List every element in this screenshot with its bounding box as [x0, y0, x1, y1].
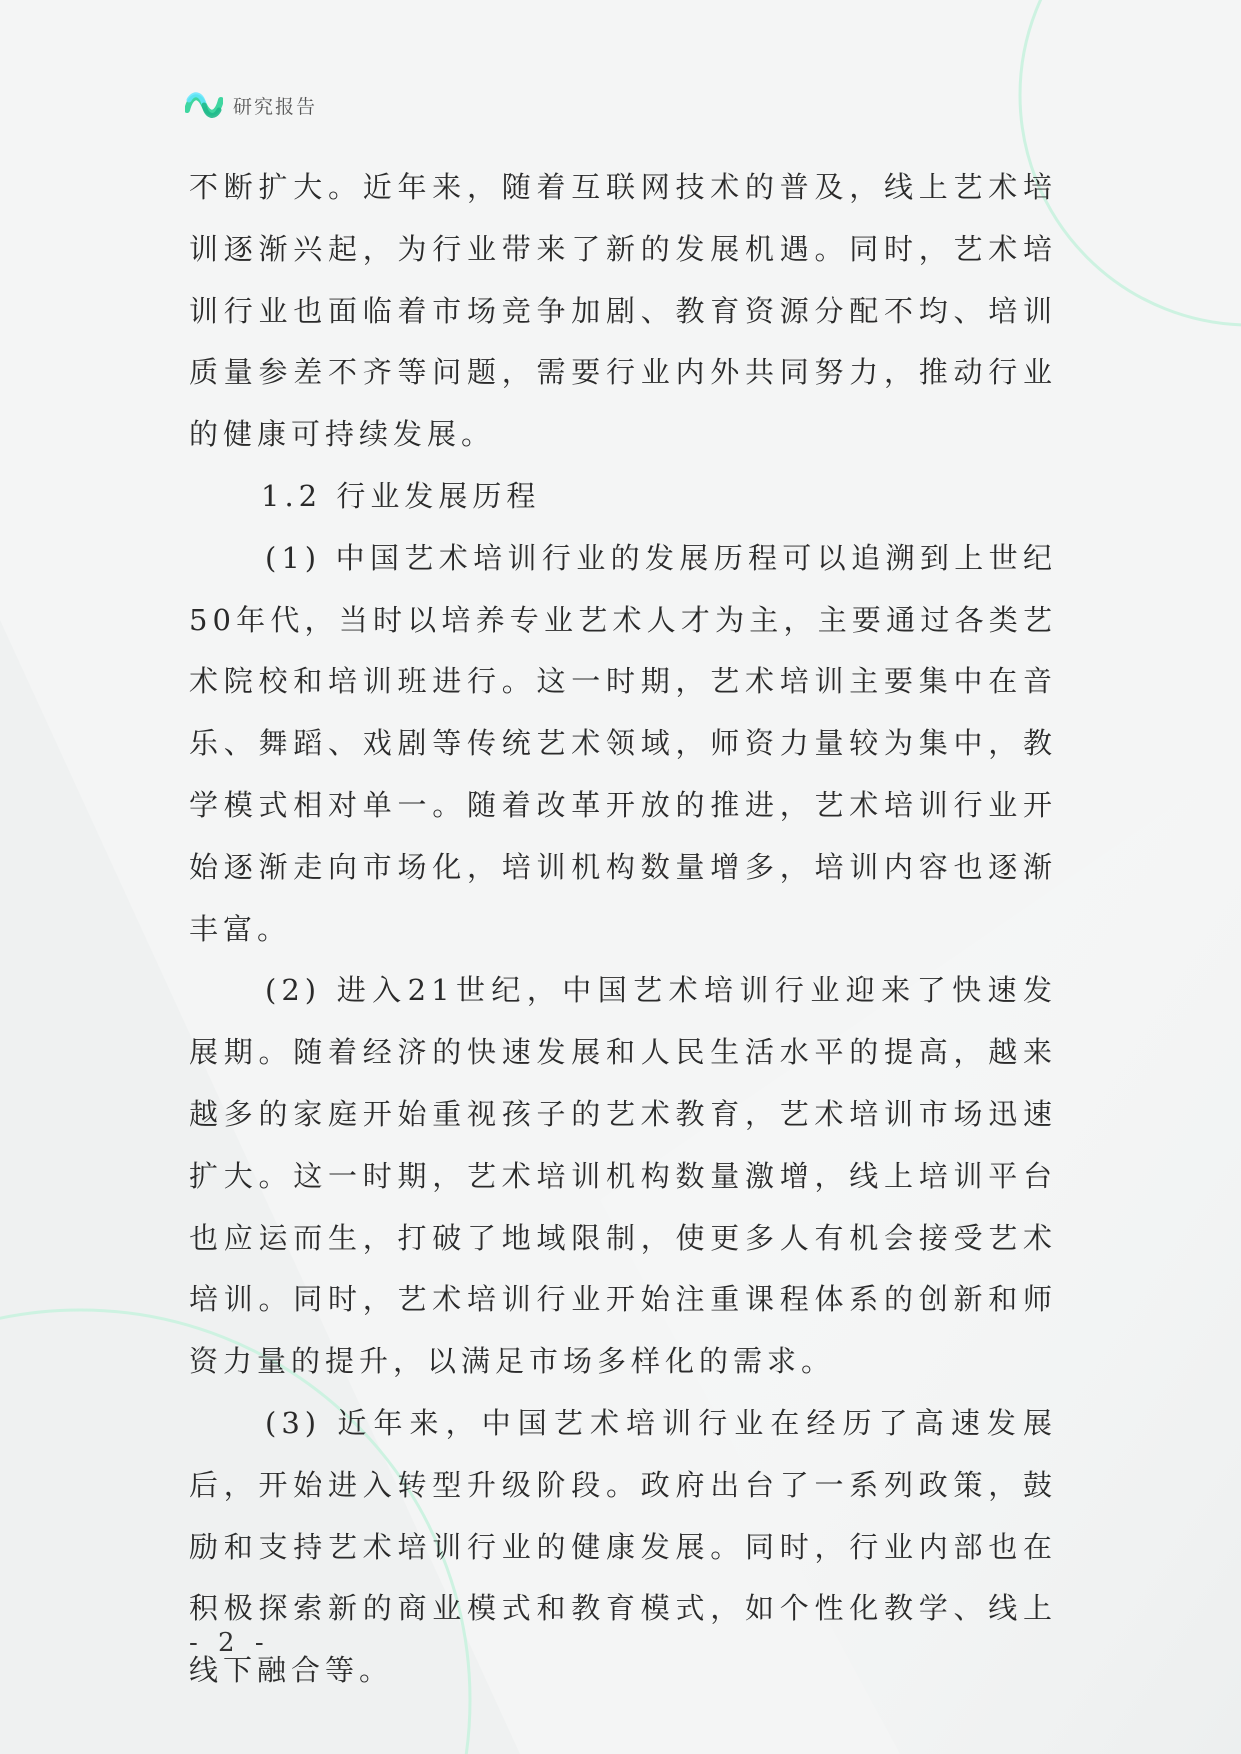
section-heading: 1.2 行业发展历程 — [261, 478, 541, 513]
paragraph-2: (2) 进入21世纪，中国艺术培训行业迎来了快速发展期。随着经济的快速发展和人民生活水平的提高，越来越多的家庭开始重视孩子的艺术教育，艺术培训市场迅速扩大。这一时期，艺术培训机构数量激增，线上培训平台也应运而生，打破了地域限制，使更多人有机会接受艺术培训。同时，艺术培训行业开始注重课程体系的创新和师资力量的提升，以满足市场多样化的需求。 — [189, 973, 1057, 1379]
paragraph-continued: 不断扩大。近年来，随着互联网技术的普及，线上艺术培训逐渐兴起，为行业带来了新的发展机遇。同时，艺术培训行业也面临着市场竞争加剧、教育资源分配不均、培训质量参差不齐等问题，需要行业内外共同努力，推动行业的健康可持续发展。 — [189, 170, 1057, 452]
document-body — [189, 157, 1057, 1702]
header-title: 研究报告 — [233, 95, 318, 118]
page-number: - 2 - — [189, 1628, 270, 1658]
brand-logo-icon — [185, 88, 223, 122]
page-header — [185, 87, 317, 123]
paragraph-3: (3) 近年来，中国艺术培训行业在经历了高速发展后，开始进入转型升级阶段。政府出台了一系列政策，鼓励和支持艺术培训行业的健康发展。同时，行业内部也在积极探索新的商业模式和教育模式，如个性化教学、线上线下融合等。 — [189, 1405, 1057, 1688]
paragraph-1: (1) 中国艺术培训行业的发展历程可以追溯到上世纪50年代，当时以培养专业艺术人才为主，主要通过各类艺术院校和培训班进行。这一时期，艺术培训主要集中在音乐、舞蹈、戏剧等传统艺术领域，师资力量较为集中，教学模式相对单一。随着改革开放的推进，艺术培训行业开始逐渐走向市场化，培训机构数量增多，培训内容也逐渐丰富。 — [189, 540, 1057, 946]
